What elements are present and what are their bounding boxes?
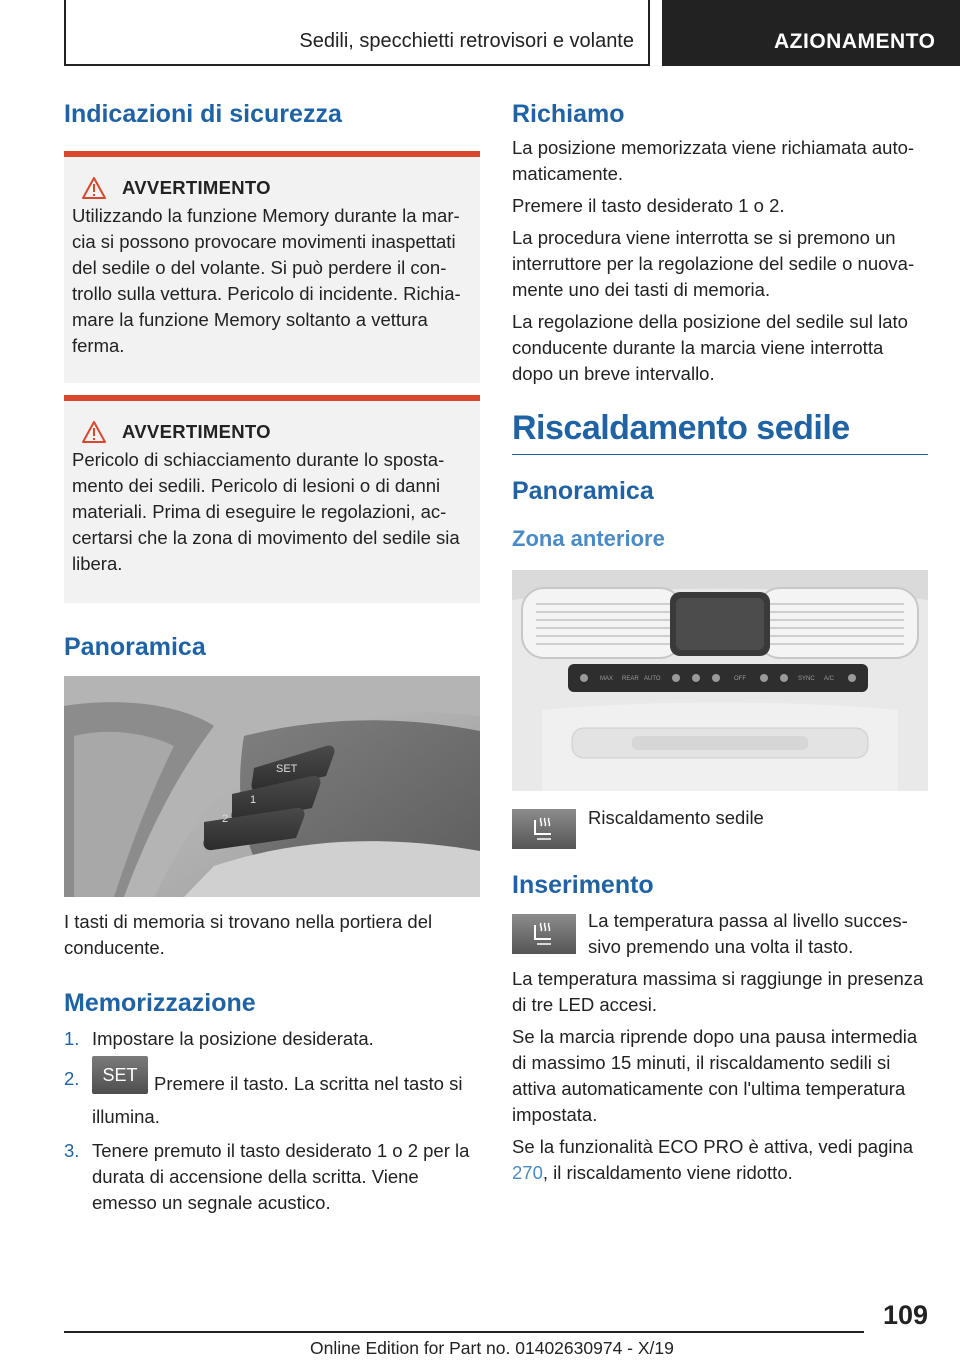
photo-caption: I tasti di memoria si trovano nella portiera del conducente.: [64, 911, 433, 958]
activation-paragraph: La temperatura massima si raggiunge in presenza di tre LED accesi.: [512, 968, 924, 1015]
off-label: OFF: [734, 676, 746, 682]
step-number: 2.: [64, 1068, 80, 1089]
warning-box-2: [64, 395, 480, 603]
header-section-box: [64, 0, 650, 66]
memorize-heading: Memorizzazione: [64, 989, 256, 1017]
warning-triangle-icon: [82, 421, 106, 443]
memory-1-label: 1: [250, 794, 257, 806]
warning-text: Pericolo di schiacciamento durante lo spostamento dei sedili. Pericolo di lesioni o di danni materiali. Prima di eseguire le regolazioni, accertarsi che la zona di movimento del sedile sia libera.: [72, 449, 460, 574]
step-text: Tenere premuto il tasto desiderato 1 o 2 per la durata di accensione della scritta. Viene emesso un segnale acustico.: [92, 1140, 470, 1213]
set-button-icon: SET: [92, 1056, 148, 1094]
seat-heating-heading: Riscaldamento sedile: [512, 409, 928, 455]
recall-paragraph: La posizione memorizzata viene richiamata automaticamente.: [512, 137, 915, 184]
seat-heat-icon: [529, 921, 559, 947]
warning-title: AVVERTIMENTO: [122, 421, 271, 442]
dashboard-climate-photo: [512, 570, 928, 791]
header-section-title: Sedili, specchietti retrovisori e volante: [299, 30, 634, 52]
eco-text-after: , il riscaldamento viene ridotto.: [542, 1162, 793, 1183]
step-item: [64, 1138, 480, 1216]
warning-triangle-icon: [82, 177, 106, 199]
overview-heading-right: Panoramica: [512, 477, 654, 505]
warning-title: AVVERTIMENTO: [122, 177, 271, 198]
page-link-270[interactable]: 270: [512, 1162, 543, 1183]
recall-paragraph: La regolazione della posizione del sedile sul lato conducente durante la marcia viene interrotta dopo un breve intervallo.: [512, 311, 908, 384]
seat-heating-legend: [512, 809, 928, 849]
seat-heating-label: Riscaldamento sedile: [588, 807, 764, 828]
seat-heat-left-icon: [580, 674, 588, 682]
safety-heading: Indicazioni di sicurezza: [64, 100, 342, 128]
eco-text-before: Se la funzionalità ECO PRO è attiva, vedi pagina: [512, 1136, 914, 1157]
warning-box-1: [64, 151, 480, 383]
recirculation-icon: [712, 674, 720, 682]
recall-paragraph: Premere il tasto desiderato 1 o 2.: [512, 195, 785, 216]
temp-up-icon: [760, 674, 768, 682]
fan-up-icon: [692, 674, 700, 682]
max-label: MAX: [600, 676, 614, 682]
sync-label: SYNC: [798, 676, 815, 682]
auto-label: AUTO: [644, 676, 661, 682]
front-zone-heading: Zona anteriore: [512, 526, 665, 551]
door-memory-buttons-photo: [64, 676, 480, 897]
activation-icon-text: La temperatura passa al livello successivo premendo una volta il tasto.: [588, 910, 908, 957]
seat-heat-right-icon: [848, 674, 856, 682]
left-column: [64, 100, 480, 1224]
step-item: [64, 1066, 480, 1130]
right-column: [512, 100, 928, 1192]
step-number: 1.: [64, 1028, 80, 1049]
fan-down-icon: [672, 674, 680, 682]
recall-paragraph: La procedura viene interrotta se si premono un interruttore per la regolazione del sedile o nuovamente uno dei tasti di memoria.: [512, 227, 915, 300]
step-text: Impostare la posizione desiderata.: [92, 1028, 374, 1049]
step-number: 3.: [64, 1140, 80, 1161]
activation-icon-row: [512, 908, 928, 960]
activation-paragraph: Se la marcia riprende dopo una pausa intermedia di massimo 15 minuti, il riscaldamento sedili si attiva automaticamente con l'ultima temperatura impostata.: [512, 1026, 918, 1125]
header-chapter-title: AZIONAMENTO: [774, 30, 936, 53]
overview-heading: Panoramica: [64, 633, 206, 661]
memory-2-label: 2: [222, 813, 229, 825]
footer-edition: Online Edition for Part no. 01402630974 - X/19: [310, 1338, 674, 1358]
seat-heating-button-icon: [512, 809, 576, 849]
step-item: [64, 1026, 480, 1052]
recall-heading: Richiamo: [512, 100, 625, 128]
set-button-label: SET: [276, 763, 298, 775]
header-chapter-box: [662, 0, 960, 66]
memorize-steps: [64, 1026, 480, 1216]
step-text: Premere il tasto. La scritta nel tasto si illumina.: [92, 1072, 463, 1127]
ac-label: A/C: [824, 676, 835, 682]
rear-label: REAR: [622, 676, 639, 682]
eco-paragraph: [512, 1134, 928, 1186]
seat-heating-button-icon: [512, 914, 576, 954]
temp-down-icon: [780, 674, 788, 682]
page-number: 109: [882, 1300, 928, 1330]
warning-text: Utilizzando la funzione Memory durante la marcia si possono provocare movimenti inaspettati del sedile o del volante. Si può perdere il controllo sulla vettura. Pericolo di incidente. Richiamare la funzione Memory soltanto a vettura ferma.: [72, 205, 461, 356]
seat-heat-icon: [529, 816, 559, 842]
activation-heading: Inserimento: [512, 871, 654, 899]
footer-divider: [64, 1331, 864, 1333]
